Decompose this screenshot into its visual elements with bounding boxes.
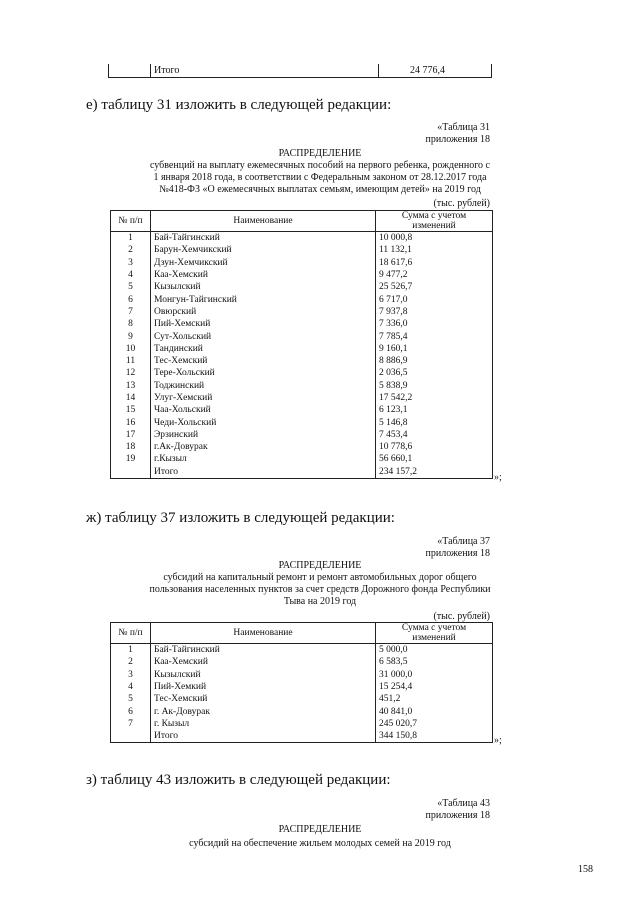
table-row bbox=[111, 718, 493, 730]
section-zh-heading: ж) таблицу 37 изложить в следующей редакции: bbox=[86, 510, 395, 526]
row-number: 13 bbox=[111, 380, 151, 392]
row-name: Тес-Хемский bbox=[151, 693, 376, 705]
row-name: г. Ак-Довурак bbox=[151, 705, 376, 717]
row-value: 6 717,0 bbox=[376, 293, 493, 305]
row-number: 18 bbox=[111, 441, 151, 453]
row-value: 7 937,8 bbox=[376, 306, 493, 318]
row-name: Чаа-Хольский bbox=[151, 404, 376, 416]
top-total-label: Итого bbox=[154, 65, 180, 76]
row-number: 5 bbox=[111, 693, 151, 705]
section-zh-title: РАСПРЕДЕЛЕНИЕ bbox=[278, 560, 362, 571]
row-number: 15 bbox=[111, 404, 151, 416]
row-name: Пий-Хемский bbox=[151, 318, 376, 330]
row-name: Овюрский bbox=[151, 306, 376, 318]
row-name: Сут-Хольский bbox=[151, 330, 376, 342]
row-value: 9 477,2 bbox=[376, 269, 493, 281]
table-31 bbox=[110, 210, 493, 479]
section-z-heading: з) таблицу 43 изложить в следующей редакции: bbox=[86, 772, 391, 788]
section-z-title: РАСПРЕДЕЛЕНИЕ bbox=[278, 824, 362, 835]
row-name: Кызылский bbox=[151, 281, 376, 293]
section-e-title: РАСПРЕДЕЛЕНИЕ bbox=[278, 148, 362, 159]
row-value: 25 526,7 bbox=[376, 281, 493, 293]
table-row bbox=[111, 392, 493, 404]
row-number: 2 bbox=[111, 656, 151, 668]
row-number: 6 bbox=[111, 705, 151, 717]
row-number: 19 bbox=[111, 453, 151, 465]
table-row bbox=[111, 730, 493, 743]
table-header-row bbox=[111, 623, 493, 644]
row-value: 18 617,6 bbox=[376, 257, 493, 269]
table-row bbox=[111, 669, 493, 681]
row-name: Дзун-Хемчикский bbox=[151, 257, 376, 269]
row-number: 1 bbox=[111, 232, 151, 245]
row-name: Кызылский bbox=[151, 669, 376, 681]
table-row bbox=[111, 293, 493, 305]
table-37 bbox=[110, 622, 493, 743]
row-number: 8 bbox=[111, 318, 151, 330]
table-row bbox=[111, 380, 493, 392]
col-header-sum: Сумма с учетом изменений bbox=[376, 623, 493, 644]
row-number: 3 bbox=[111, 257, 151, 269]
row-number: 6 bbox=[111, 293, 151, 305]
row-name: Пий-Хемкий bbox=[151, 681, 376, 693]
table-row bbox=[111, 269, 493, 281]
row-value: 6 583,5 bbox=[376, 656, 493, 668]
row-number: 7 bbox=[111, 718, 151, 730]
row-name: Монгун-Тайгинский bbox=[151, 293, 376, 305]
table-row bbox=[111, 453, 493, 465]
row-name: Каа-Хемский bbox=[151, 656, 376, 668]
row-number bbox=[111, 466, 151, 479]
row-value: 17 542,2 bbox=[376, 392, 493, 404]
row-name: Итого bbox=[151, 466, 376, 479]
row-value: 10 000,8 bbox=[376, 232, 493, 245]
row-number: 10 bbox=[111, 343, 151, 355]
row-value: 6 123,1 bbox=[376, 404, 493, 416]
row-name: г.Кызыл bbox=[151, 453, 376, 465]
table-header-row bbox=[111, 211, 493, 232]
row-name: Каа-Хемский bbox=[151, 269, 376, 281]
row-value: 15 254,4 bbox=[376, 681, 493, 693]
table-row bbox=[111, 404, 493, 416]
col-header-name: Наименование bbox=[151, 623, 376, 644]
table-row bbox=[111, 232, 493, 245]
section-zh-units: (тыс. рублей) bbox=[433, 611, 490, 622]
row-number: 16 bbox=[111, 416, 151, 428]
row-number: 9 bbox=[111, 330, 151, 342]
top-total-value: 24 776,4 bbox=[410, 65, 445, 76]
table-row bbox=[111, 257, 493, 269]
row-value: 451,2 bbox=[376, 693, 493, 705]
row-number: 4 bbox=[111, 681, 151, 693]
row-number: 1 bbox=[111, 644, 151, 657]
row-value: 7 336,0 bbox=[376, 318, 493, 330]
table-row bbox=[111, 355, 493, 367]
table-row bbox=[111, 644, 493, 657]
row-value: 5 000,0 bbox=[376, 644, 493, 657]
table-row bbox=[111, 244, 493, 256]
table-row bbox=[111, 429, 493, 441]
row-value: 8 886,9 bbox=[376, 355, 493, 367]
row-number: 12 bbox=[111, 367, 151, 379]
table-row bbox=[111, 466, 493, 479]
col-header-num: № п/п bbox=[111, 623, 151, 644]
section-zh-closing: »; bbox=[494, 735, 502, 746]
table-row bbox=[111, 367, 493, 379]
table-row bbox=[111, 681, 493, 693]
row-number: 5 bbox=[111, 281, 151, 293]
row-value: 245 020,7 bbox=[376, 718, 493, 730]
section-z-description: субсидий на обеспечение жильем молодых семей на 2019 год bbox=[189, 838, 451, 849]
row-number: 4 bbox=[111, 269, 151, 281]
row-name: Барун-Хемчикский bbox=[151, 244, 376, 256]
page-number: 158 bbox=[578, 864, 593, 875]
row-number: 11 bbox=[111, 355, 151, 367]
row-name: г. Кызыл bbox=[151, 718, 376, 730]
row-number: 3 bbox=[111, 669, 151, 681]
row-name: Бай-Тайгинский bbox=[151, 232, 376, 245]
table-row bbox=[111, 416, 493, 428]
row-name: Эрзинский bbox=[151, 429, 376, 441]
row-value: 31 000,0 bbox=[376, 669, 493, 681]
row-value: 5 146,8 bbox=[376, 416, 493, 428]
section-zh-description: субсидий на капитальный ремонт и ремонт автомобильных дорог общего пользования населенных пунктов за счет средств Дорожного фонда Республики Тыва на 2019 год bbox=[149, 572, 491, 607]
table-row bbox=[111, 318, 493, 330]
row-value: 234 157,2 bbox=[376, 466, 493, 479]
table-row bbox=[111, 343, 493, 355]
row-number bbox=[111, 730, 151, 743]
row-name: Бай-Тайгинский bbox=[151, 644, 376, 657]
row-value: 56 660,1 bbox=[376, 453, 493, 465]
table-row bbox=[111, 330, 493, 342]
row-number: 17 bbox=[111, 429, 151, 441]
table-row bbox=[111, 693, 493, 705]
row-name: Тес-Хемский bbox=[151, 355, 376, 367]
row-value: 40 841,0 bbox=[376, 705, 493, 717]
row-value: 11 132,1 bbox=[376, 244, 493, 256]
table-row bbox=[111, 441, 493, 453]
row-value: 9 160,1 bbox=[376, 343, 493, 355]
row-number: 2 bbox=[111, 244, 151, 256]
row-name: Улуг-Хемский bbox=[151, 392, 376, 404]
row-name: г.Ак-Довурак bbox=[151, 441, 376, 453]
table-row bbox=[111, 656, 493, 668]
table-row bbox=[111, 306, 493, 318]
row-value: 5 838,9 bbox=[376, 380, 493, 392]
row-value: 344 150,8 bbox=[376, 730, 493, 743]
row-value: 7 453,4 bbox=[376, 429, 493, 441]
section-e-description: субвенций на выплату ежемесячных пособий на первого ребенка, рожденного с 1 января 2018 года, в соответствии с Федеральным законом от 28.12.2017 года №418-ФЗ «О ежемесячных выплатах семьям, имеющим детей» на 2019 год bbox=[150, 160, 490, 195]
row-value: 7 785,4 bbox=[376, 330, 493, 342]
row-name: Тандинский bbox=[151, 343, 376, 355]
col-header-name: Наименование bbox=[151, 211, 376, 232]
row-number: 7 bbox=[111, 306, 151, 318]
col-header-sum: Сумма с учетом изменений bbox=[376, 211, 493, 232]
row-name: Итого bbox=[151, 730, 376, 743]
section-e-closing: »; bbox=[494, 472, 502, 483]
row-value: 10 778,6 bbox=[376, 441, 493, 453]
section-e-units: (тыс. рублей) bbox=[433, 198, 490, 209]
col-header-num: № п/п bbox=[111, 211, 151, 232]
top-total-row bbox=[108, 64, 492, 78]
table-row bbox=[111, 705, 493, 717]
section-e-heading: е) таблицу 31 изложить в следующей редакции: bbox=[86, 97, 392, 113]
table-row bbox=[111, 281, 493, 293]
row-value: 2 036,5 bbox=[376, 367, 493, 379]
row-name: Тере-Хольский bbox=[151, 367, 376, 379]
section-zh-table-note: «Таблица 37 приложения 18 bbox=[425, 536, 490, 559]
row-name: Чеди-Хольский bbox=[151, 416, 376, 428]
section-e-table-note: «Таблица 31 приложения 18 bbox=[425, 122, 490, 145]
row-number: 14 bbox=[111, 392, 151, 404]
row-name: Тоджинский bbox=[151, 380, 376, 392]
section-z-table-note: «Таблица 43 приложения 18 bbox=[425, 798, 490, 821]
